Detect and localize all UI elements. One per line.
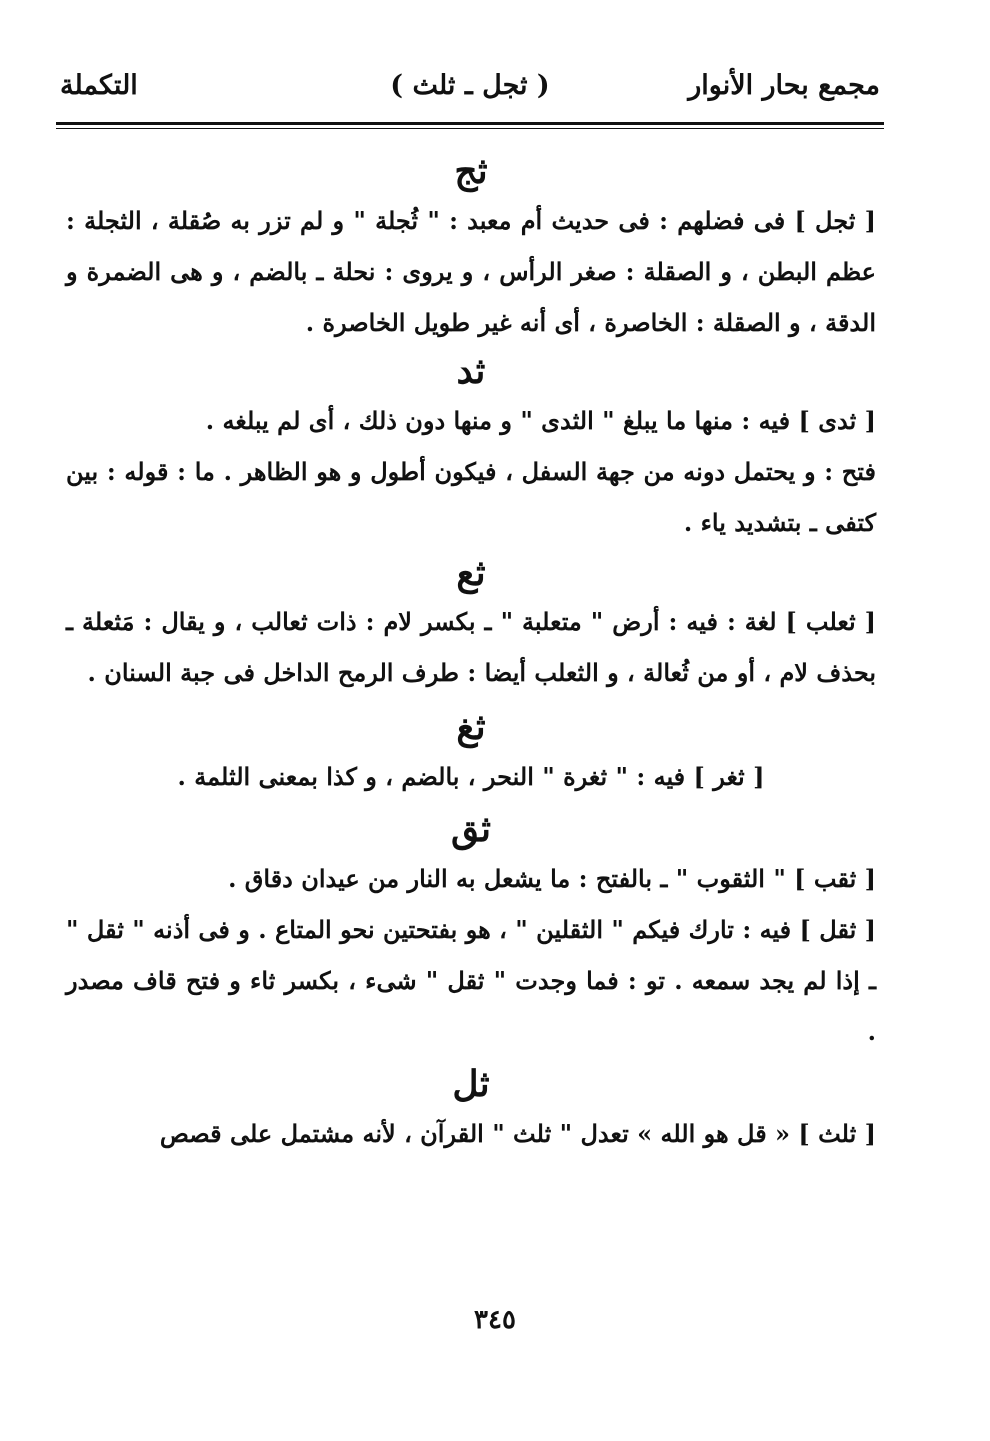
entry-thajal: [ ثجل ] فى فضلهم : فى حديث أم معبد : " ثُجلة " و لم تزر به صُقلة ، الثجلة : عظم البطن ، و الصقلة : صغر الرأس ، و يروى : نحلة ـ بالضم ، و هى الضمرة و الدقة ، و الصقلة : الخاصرة ، أى أنه غير طويل الخاصرة . [66,205,876,337]
header-section-label: التكملة [60,70,138,101]
section-heading-thal: ثل [452,1062,490,1105]
section-heading-thaa: ثع [456,551,486,594]
section-heading-thagh: ثغ [456,706,486,749]
entry-thady-commentary: فتح : و يحتمل دونه من جهة السفل ، فيكون أطول و هو الظاهر . ما : قوله : بين كتفى ـ بتشديد ياء . [66,456,876,537]
entry-thaqb: [ ثقب ] " الثقوب " ـ بالفتح : ما يشعل به النار من عيدان دقاق . [228,863,876,893]
page-number: ٣٤٥ [474,1305,516,1335]
entry-thady: [ ثدى ] فيه : منها ما يبلغ " الثدى " و منها دون ذلك ، أى لم يبلغه . [205,405,876,435]
section-heading-thaq: ثق [450,808,492,851]
entry-thulth: [ ثلث ] « قل هو الله » تعدل " ثلث " القرآن ، لأنه مشتمل على قصص [159,1118,876,1148]
entry-thaghr: [ ثغر ] فيه : " ثغرة " النحر ، بالضم ، و كذا بمعنى الثلمة . [177,762,765,792]
header-rule-thick [56,122,884,125]
running-header [60,70,880,114]
header-rule-thin [56,128,884,129]
entry-thaql: [ ثقل ] فيه : تارك فيكم " الثقلين " ، هو بفتحتين نحو المتاع . و فى أذنه " ثقل " ـ إذا لم يجد سمعه . تو : فما وجدت " ثقل " شىء ، بكسر ثاء و فتح قاف مصدر . [66,914,876,1046]
page-body [66,148,876,1159]
section-heading-thaj: ثج [454,150,488,192]
section-heading-thad: ثد [456,349,486,392]
header-entry-range: ( ثجل ـ ثلث ) [390,70,550,101]
entry-thalab: [ ثعلب ] لغة : فيه : أرض " متعلبة " ـ بكسر لام : ذات ثعالب ، و يقال : مَثعلة ـ بحذف لام ، أو من ثُعالة ، و الثعلب أيضا : طرف الرمح الداخل فى جبة السنان . [66,607,876,688]
header-book-title: مجمع بحار الأنوار [688,70,880,101]
